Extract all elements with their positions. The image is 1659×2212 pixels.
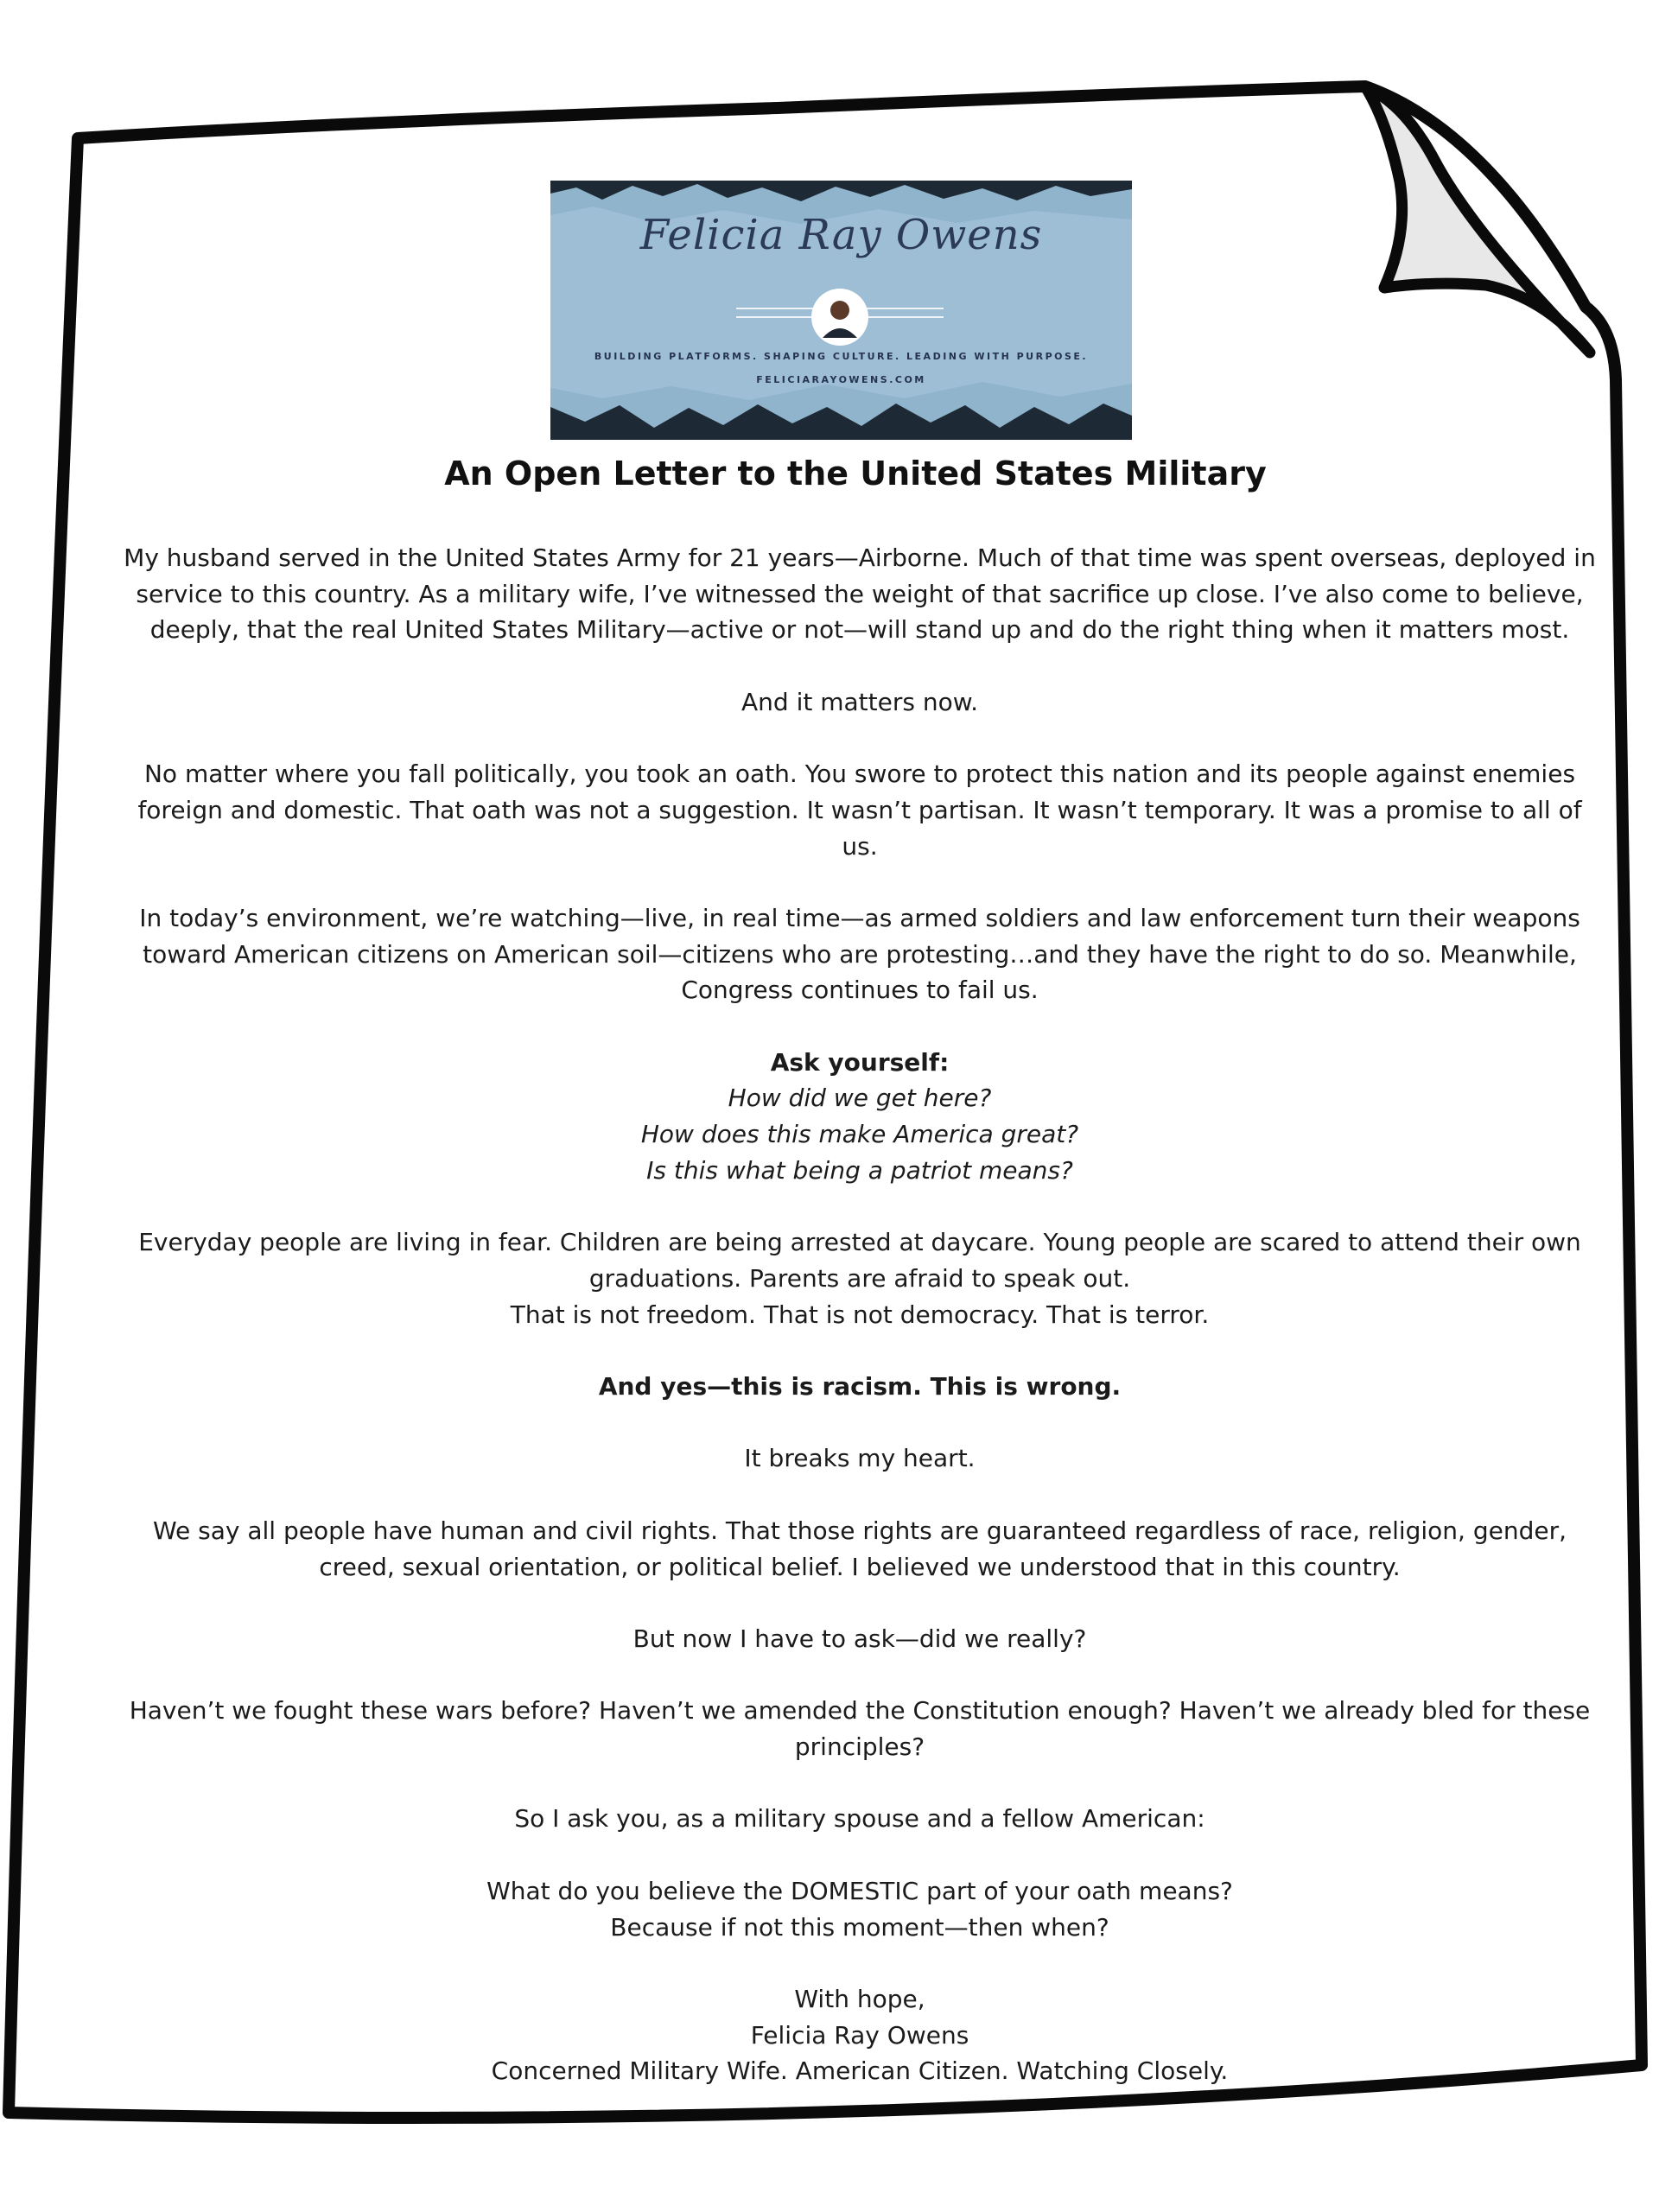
paragraph-wars: Haven’t we fought these wars before? Haven’t we amended the Constitution enough? Haven’t we already bled for these principles? [129,1696,1591,1762]
paragraph-fear [117,1224,1603,1332]
header-banner [550,181,1132,440]
paragraph-really: But now I have to ask—did we really? [632,1624,1087,1653]
ask-question-1: How did we get here? [728,1084,992,1113]
page-title: An Open Letter to the United States Military [444,454,1267,493]
ask-question-3: Is this what being a patriot means? [646,1155,1073,1185]
when-question: Because if not this moment—then when? [610,1912,1109,1942]
paragraph-oath: No matter where you fall politically, you took an oath. You swore to protect this nation and its people against enemies foreign and domestic. That oath was not a suggestion. It wasn’t partisan. It wasn’t temporary. It was a promise to all of us. [137,760,1582,861]
banner-logo-name: Felicia Ray Owens [639,211,1043,259]
fear-text: Everyday people are living in fear. Children are being arrested at daycare. Young people are scared to attend their own graduations. Parents are afraid to speak out. [138,1228,1581,1293]
banner-tagline: BUILDING PLATFORMS. SHAPING CULTURE. LEADING WITH PURPOSE. [594,351,1089,362]
paragraph-racism: And yes—this is racism. This is wrong. [598,1372,1122,1402]
closing: With hope, [794,1984,925,2013]
ask-heading: Ask yourself: [770,1047,950,1077]
ask-yourself-block [117,1045,1603,1189]
signoff: Concerned Military Wife. American Citizen. Watching Closely. [491,2056,1229,2086]
ask-question-2: How does this make America great? [640,1120,1079,1149]
paragraph-matters-now: And it matters now. [741,687,978,716]
domestic-question: What do you believe the DOMESTIC part of your oath means? [486,1876,1233,1905]
terror-text: That is not freedom. That is not democracy. That is terror. [510,1300,1210,1329]
paragraph-domestic [117,1873,1603,1945]
signature-name: Felicia Ray Owens [750,2020,969,2050]
letter-body [117,540,1603,2089]
signature-block [117,1981,1603,2089]
paragraph-rights: We say all people have human and civil rights. That those rights are guaranteed regardless of race, religion, gender, creed, sexual orientation, or political belief. I believed we understood that in this country. [152,1516,1567,1581]
banner-url: FELICIARAYOWENS.COM [756,374,926,385]
paragraph-heart: It breaks my heart. [744,1444,976,1473]
paragraph-environment: In today’s environment, we’re watching—live, in real time—as armed soldiers and law enforcement turn their weapons toward American citizens on American soil—citizens who are protesting…and they have the right to do so. Meanwhile, Congress continues to fail us. [139,903,1580,1005]
paragraph-ask-you: So I ask you, as a military spouse and a fellow American: [514,1804,1205,1834]
paragraph-service: My husband served in the United States Army for 21 years—Airborne. Much of that time was spent overseas, deployed in service to this country. As a military wife, I’ve witnessed the weight of that sacrifice up close. I’ve also come to believe, deeply, that the real United States Military—active or not—will stand up and do the right thing when it matters most. [124,543,1596,645]
